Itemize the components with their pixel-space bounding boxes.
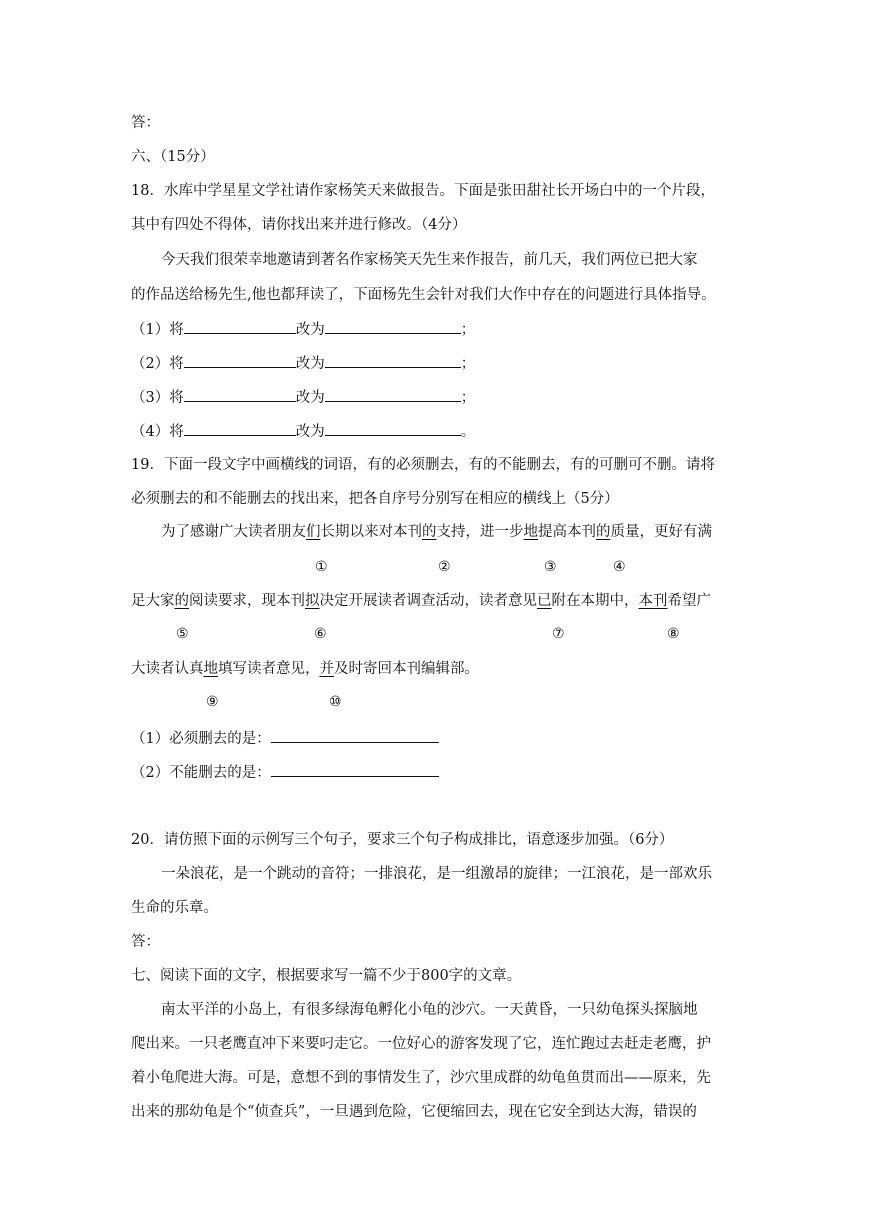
blank-original[interactable]	[184, 353, 296, 368]
underlined-word: 拟	[305, 593, 320, 609]
q19-prompt-line2: 必须删去的和不能删去的找出来，把各自序号分别写在相应的横线上（5分）	[131, 491, 619, 507]
q18-passage-line1: 今天我们很荣幸地邀请到著名作家杨笑天先生来作报告，前几天，我们两位已把大家	[161, 252, 698, 268]
blank-original[interactable]	[184, 421, 296, 436]
item-number: （1）将	[131, 322, 184, 338]
section-7-line2: 爬出来。一只老鹰直冲下来要叼走它。一位好心的游客发现了它，连忙跑过去赶走老鹰，护	[131, 1036, 711, 1052]
underlined-word: 的	[422, 524, 437, 540]
item-change-label: 改为	[295, 356, 325, 372]
blank-revised[interactable]	[325, 387, 461, 402]
q18-prompt-line2: 其中有四处不得体，请你找出来并进行修改。（4分）	[131, 217, 467, 233]
section-7-heading: 七、阅读下面的文字，根据要求写一篇不少于800字的文章。	[131, 968, 522, 984]
q19-answer-1	[131, 728, 439, 749]
underlined-word: 的	[174, 593, 189, 609]
blank-original[interactable]	[184, 387, 296, 402]
marker-6: ⑥	[314, 626, 327, 642]
q18-item-4	[131, 421, 475, 442]
text: 质量，更好有满	[610, 524, 712, 540]
item-number: （3）将	[131, 390, 184, 406]
answer-label: （2）不能删去的是：	[131, 765, 271, 781]
answer-blank[interactable]	[271, 728, 439, 743]
underlined-word: 地	[523, 524, 538, 540]
marker-9: ⑨	[206, 694, 219, 710]
marker-2: ②	[438, 559, 451, 575]
item-change-label: 改为	[295, 424, 325, 440]
underlined-word: 并	[319, 661, 334, 677]
item-punct: ；	[460, 390, 476, 406]
text: 决定开展读者调查活动，读者意见	[319, 593, 537, 609]
q20-prompt: 20．请仿照下面的示例写三个句子，要求三个句子构成排比，语意逐步加强。（6分）	[131, 832, 674, 848]
section-6-heading: 六、（15分）	[131, 149, 215, 165]
q18-item-3	[131, 387, 475, 408]
section-7-line1: 南太平洋的小岛上，有很多绿海龟孵化小龟的沙穴。一天黄昏，一只幼龟探头探脑地	[161, 1002, 698, 1018]
marker-4: ④	[613, 559, 626, 575]
marker-10: ⑩	[329, 694, 342, 710]
text: 支持，进一步	[436, 524, 524, 540]
item-change-label: 改为	[295, 390, 325, 406]
q18-item-1	[131, 319, 475, 340]
marker-7: ⑦	[552, 626, 565, 642]
q18-item-2	[131, 353, 475, 374]
underlined-word: 已	[537, 593, 552, 609]
q19-passage-line2	[131, 591, 711, 611]
marker-1: ①	[315, 559, 328, 575]
blank-revised[interactable]	[325, 319, 461, 334]
underlined-word: 的	[596, 524, 611, 540]
item-punct: ；	[460, 322, 476, 338]
text: 为了感谢广大读者朋友	[161, 524, 306, 540]
text: 阅读要求，现本刊	[189, 593, 305, 609]
q19-passage-line3	[131, 659, 479, 679]
item-number: （4）将	[131, 424, 184, 440]
underlined-word: 们	[306, 524, 321, 540]
text: 提高本刊	[538, 524, 596, 540]
text: 及时寄回本刊编辑部。	[334, 661, 479, 677]
text: 希望广	[667, 593, 711, 609]
underlined-word: 地	[203, 661, 218, 677]
text: 大读者认真	[131, 661, 204, 677]
marker-8: ⑧	[667, 626, 680, 642]
marker-3: ③	[544, 559, 557, 575]
underlined-word: 本刊	[638, 593, 668, 609]
item-change-label: 改为	[295, 322, 325, 338]
item-punct: ；	[460, 356, 476, 372]
q19-answer-2	[131, 762, 439, 783]
item-number: （2）将	[131, 356, 184, 372]
answer-label: （1）必须删去的是：	[131, 731, 271, 747]
q20-example-line1: 一朵浪花，是一个跳动的音符；一排浪花，是一组激昂的旋律；一江浪花，是一部欢乐	[161, 866, 712, 882]
q20-answer-label: 答：	[131, 934, 160, 950]
section-7-line3: 着小龟爬进大海。可是，意想不到的事情发生了，沙穴里成群的幼龟鱼贯而出——原来，先	[131, 1070, 711, 1086]
marker-5: ⑤	[176, 626, 189, 642]
answer-blank[interactable]	[271, 762, 439, 777]
blank-revised[interactable]	[325, 353, 461, 368]
text: 长期以来对本刊	[320, 524, 422, 540]
section-7-line4: 出来的那幼龟是个“侦查兵”，一旦遇到危险，它便缩回去，现在它安全到达大海，错误的	[131, 1104, 697, 1120]
item-punct: 。	[460, 424, 476, 440]
text: 附在本期中，	[551, 593, 639, 609]
q18-passage-line2: 的作品送给杨先生,他也都拜读了，下面杨先生会针对我们大作中存在的问题进行具体指导。	[131, 287, 716, 303]
top-answer-label: 答：	[131, 115, 160, 131]
text: 填写读者意见，	[218, 661, 320, 677]
q18-prompt-line1: 18．水库中学星星文学社请作家杨笑天来做报告。下面是张田甜社长开场白中的一个片段，	[131, 183, 715, 199]
q20-example-line2: 生命的乐章。	[131, 900, 218, 916]
q19-passage-line1	[161, 522, 712, 542]
blank-revised[interactable]	[325, 421, 461, 436]
blank-original[interactable]	[184, 319, 296, 334]
q19-prompt-line1: 19．下面一段文字中画横线的词语，有的必须删去，有的不能删去，有的可删可不删。请将	[131, 457, 715, 473]
text: 足大家	[131, 593, 175, 609]
